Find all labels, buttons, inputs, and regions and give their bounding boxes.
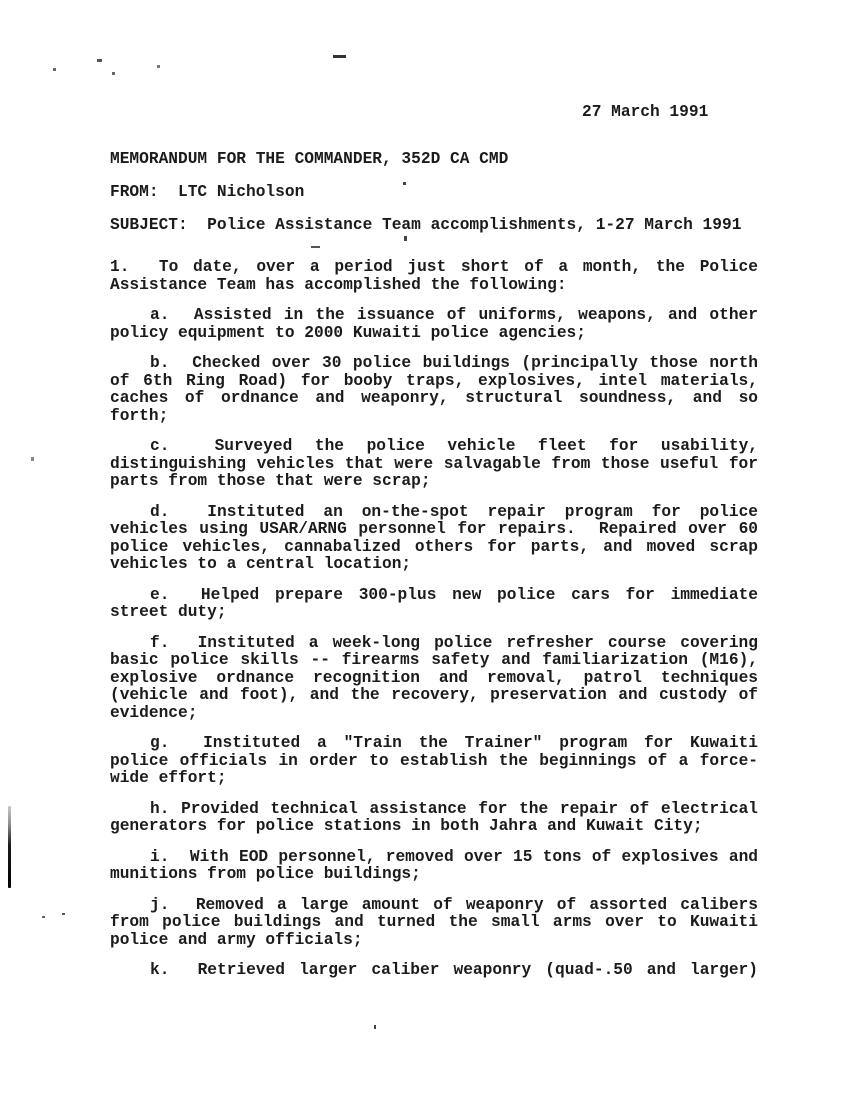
memo-line: evidence; xyxy=(110,703,198,722)
scan-speck xyxy=(157,65,160,68)
memo-line: j. Removed a large amount of weaponry of assorted calibers xyxy=(150,895,758,914)
scan-speck xyxy=(112,72,115,75)
memo-line: c. Surveyed the police vehicle fleet for usability, xyxy=(150,437,758,455)
memo-line: h. Provided technical assistance for the repair of electrical xyxy=(150,799,758,818)
memo-line: police and army officials; xyxy=(110,930,363,949)
memo-line: d. Instituted an on-the-spot repair program for police xyxy=(150,502,758,521)
memo-subject-line: SUBJECT: Police Assistance Team accomplishments, 1-27 March 1991 xyxy=(110,215,742,234)
memo-line: k. Retrieved larger caliber weaponry (quad-.50 and larger) xyxy=(150,961,758,979)
memo-line: parts from those that were scrap; xyxy=(110,472,431,490)
memo-line: vehicles using USAR/ARNG personnel for repairs. Repaired over 60 xyxy=(110,520,758,538)
memo-line: police vehicles, cannabalized others for parts, and moved scrap xyxy=(110,537,758,556)
memo-line: i. With EOD personnel, removed over 15 tons of explosives and xyxy=(150,847,758,866)
paragraph-k xyxy=(110,962,758,980)
paragraph-d xyxy=(110,504,758,574)
memo-line: f. Instituted a week-long police refresher course covering xyxy=(150,633,758,652)
memo-addressee-line: MEMORANDUM FOR THE COMMANDER, 352D CA CMD xyxy=(110,149,509,168)
memo-line: b. Checked over 30 police buildings (principally those north xyxy=(150,354,758,372)
paragraph-h xyxy=(110,801,758,836)
paragraph-1 xyxy=(110,259,758,294)
memo-line: police officials in order to establish the beginnings of a force- xyxy=(110,751,758,770)
memo-line: (vehicle and foot), and the recovery, preservation and custody of xyxy=(110,686,758,704)
paragraph-i xyxy=(110,849,758,884)
paragraph-j xyxy=(110,897,758,950)
scan-speck xyxy=(31,457,34,461)
memo-line: distinguishing vehicles that were salvagable from those useful for xyxy=(110,454,758,473)
scan-speck xyxy=(62,913,65,915)
paragraph-f xyxy=(110,635,758,723)
paragraph-a xyxy=(110,307,758,342)
scan-speck xyxy=(42,916,45,918)
memo-line: Assistance Team has accomplished the following: xyxy=(110,275,567,294)
memo-line: policy equipment to 2000 Kuwaiti police agencies; xyxy=(110,323,586,342)
scan-speck xyxy=(53,68,56,71)
paragraph-g xyxy=(110,735,758,788)
memo-line: street duty; xyxy=(110,603,227,621)
memo-line: wide effort; xyxy=(110,769,227,787)
memo-line: vehicles to a central location; xyxy=(110,555,412,573)
scan-speck xyxy=(374,1025,376,1029)
memo-line: caches of ordnance and weaponry, structural soundness, and so xyxy=(110,389,758,407)
memo-line: munitions from police buildings; xyxy=(110,865,421,883)
memo-line: from police buildings and turned the small arms over to Kuwaiti xyxy=(110,913,758,931)
paragraph-b xyxy=(110,355,758,425)
memo-line: g. Instituted a "Train the Trainer" program for Kuwaiti xyxy=(150,734,758,752)
paragraph-e xyxy=(110,587,758,622)
memo-line: explosive ordnance recognition and removal, patrol techniques xyxy=(110,668,758,687)
memo-line: basic police skills -- firearms safety and familiarization (M16), xyxy=(110,651,758,669)
memo-line: a. Assisted in the issuance of uniforms, weapons, and other xyxy=(150,306,758,324)
memo-line: 1. To date, over a period just short of a month, the Police xyxy=(110,258,758,276)
scan-speck xyxy=(97,59,102,62)
memo-line: generators for police stations in both Jahra and Kuwait City; xyxy=(110,817,703,835)
memo-line: of 6th Ring Road) for booby traps, explosives, intel materials, xyxy=(110,371,758,390)
paragraph-c xyxy=(110,438,758,491)
memo-content xyxy=(110,104,758,980)
memo-from-line: FROM: LTC Nicholson xyxy=(110,183,305,201)
memo-body xyxy=(110,259,758,980)
scan-mark xyxy=(333,55,346,58)
memo-date: 27 March 1991 xyxy=(582,103,709,121)
margin-pen-mark xyxy=(8,806,11,888)
memo-line: e. Helped prepare 300-plus new police cars for immediate xyxy=(150,585,758,604)
memo-line: forth; xyxy=(110,406,169,425)
